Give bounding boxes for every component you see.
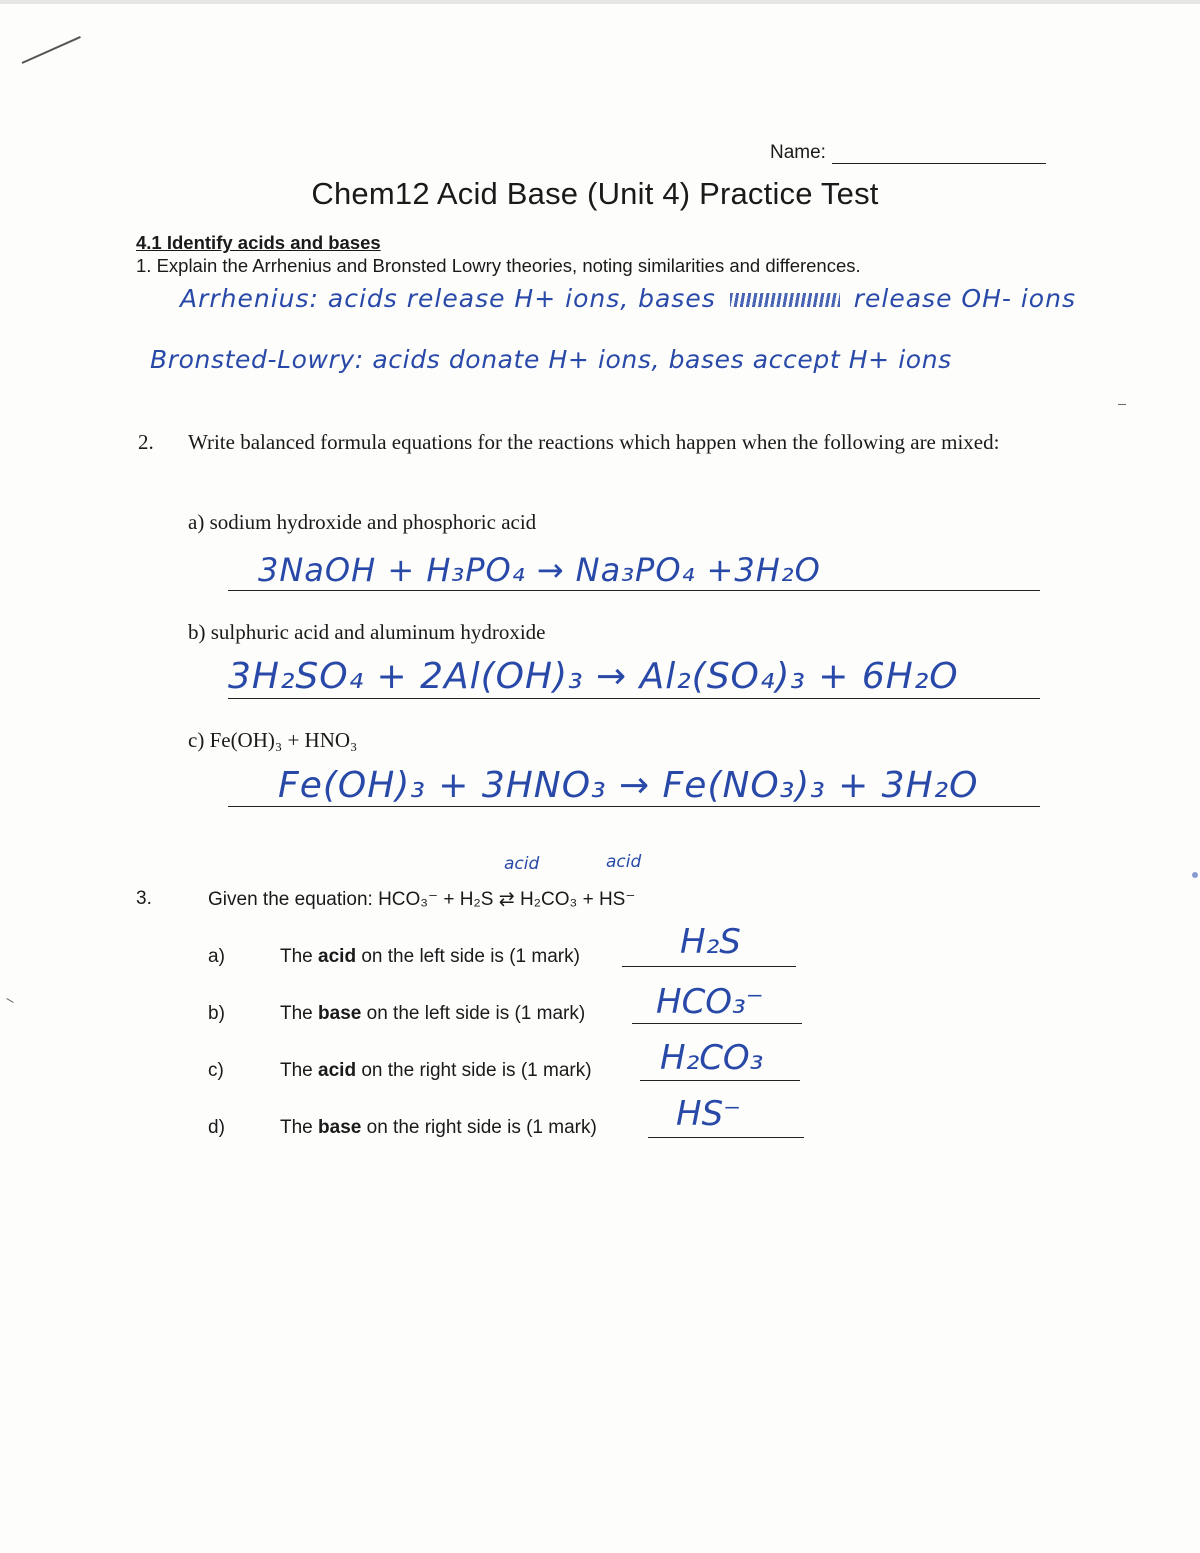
annotation-acid-2: acid xyxy=(606,852,642,872)
scribble-crossout xyxy=(730,293,840,307)
question-3d-post: on the right side is (1 mark) xyxy=(361,1117,597,1138)
question-3-text: Given the equation: HCO₃⁻ + H₂S ⇄ H₂CO₃ + HS⁻ xyxy=(208,889,636,910)
question-3d-letter: d) xyxy=(208,1117,225,1138)
question-2-number: 2. xyxy=(138,430,154,454)
question-3c-pre: The xyxy=(280,1060,319,1081)
answer-2a-line xyxy=(228,590,1040,591)
question-3a-letter: a) xyxy=(208,946,225,967)
question-2c-prompt: c) Fe(OH)₃ + HNO₃ xyxy=(188,728,358,752)
question-3b-pre: The xyxy=(280,1003,319,1024)
question-2a-prompt: a) sodium hydroxide and phosphoric acid xyxy=(188,510,537,534)
answer-3a: H₂S xyxy=(680,922,741,962)
question-3a-post: on the left side is (1 mark) xyxy=(356,946,580,967)
answer-3d: HS⁻ xyxy=(676,1094,742,1134)
name-blank-line[interactable] xyxy=(832,145,1046,164)
answer-3b: HCO₃⁻ xyxy=(656,982,764,1022)
answer-1-arrhenius xyxy=(180,284,1076,313)
answer-1-arrhenius-part-a: Arrhenius: acids release H+ ions, bases xyxy=(180,284,716,313)
question-3b-letter: b) xyxy=(208,1003,225,1024)
annotation-acid-1: acid xyxy=(504,854,540,874)
name-field xyxy=(770,142,1046,164)
question-3c-letter: c) xyxy=(208,1060,224,1081)
question-3b-text xyxy=(280,1003,585,1025)
question-2-text: Write balanced formula equations for the reactions which happen when the following are mixed: xyxy=(188,430,1000,454)
answer-2c: Fe(OH)₃ + 3HNO₃ → Fe(NO₃)₃ + 3H₂O xyxy=(278,765,979,806)
question-2b-prompt: b) sulphuric acid and aluminum hydroxide xyxy=(188,620,546,644)
question-3c-keyword: acid xyxy=(318,1060,357,1081)
answer-3b-line xyxy=(632,1023,802,1024)
question-3-number: 3. xyxy=(136,888,152,909)
pen-stroke-mark xyxy=(22,36,81,64)
question-3d-pre: The xyxy=(280,1117,319,1138)
question-3d-keyword: base xyxy=(318,1117,362,1138)
answer-3d-line xyxy=(648,1137,804,1138)
name-label: Name: xyxy=(770,142,826,163)
question-3c-text xyxy=(280,1060,592,1082)
section-heading: 4.1 Identify acids and bases xyxy=(136,232,381,253)
question-3b-keyword: base xyxy=(318,1003,362,1024)
page-edge xyxy=(0,0,1200,4)
answer-3a-line xyxy=(622,966,796,967)
answer-1-arrhenius-part-b: release OH- ions xyxy=(853,284,1076,313)
question-3b-post: on the left side is (1 mark) xyxy=(361,1003,586,1024)
margin-dot xyxy=(1192,872,1198,878)
margin-mark xyxy=(1118,404,1126,405)
question-3a-keyword: acid xyxy=(318,946,357,967)
question-3c-post: on the right side is (1 mark) xyxy=(356,1060,592,1081)
answer-3c: H₂CO₃ xyxy=(660,1038,764,1078)
answer-2c-line xyxy=(228,806,1040,807)
answer-2a: 3NaOH + H₃PO₄ → Na₃PO₄ +3H₂O xyxy=(258,551,821,589)
answer-2b-line xyxy=(228,698,1040,699)
question-3a-pre: The xyxy=(280,946,319,967)
answer-1-bronsted: Bronsted-Lowry: acids donate H+ ions, bases accept H+ ions xyxy=(150,345,952,374)
answer-3c-line xyxy=(640,1080,800,1081)
question-1-text: 1. Explain the Arrhenius and Bronsted Lowry theories, noting similarities and differences. xyxy=(136,255,861,276)
pen-tick-mark xyxy=(6,998,13,1003)
question-3a-text xyxy=(280,946,580,968)
question-3d-text xyxy=(280,1117,597,1139)
page-title: Chem12 Acid Base (Unit 4) Practice Test xyxy=(311,176,879,211)
answer-2b: 3H₂SO₄ + 2Al(OH)₃ → Al₂(SO₄)₃ + 6H₂O xyxy=(228,656,959,697)
